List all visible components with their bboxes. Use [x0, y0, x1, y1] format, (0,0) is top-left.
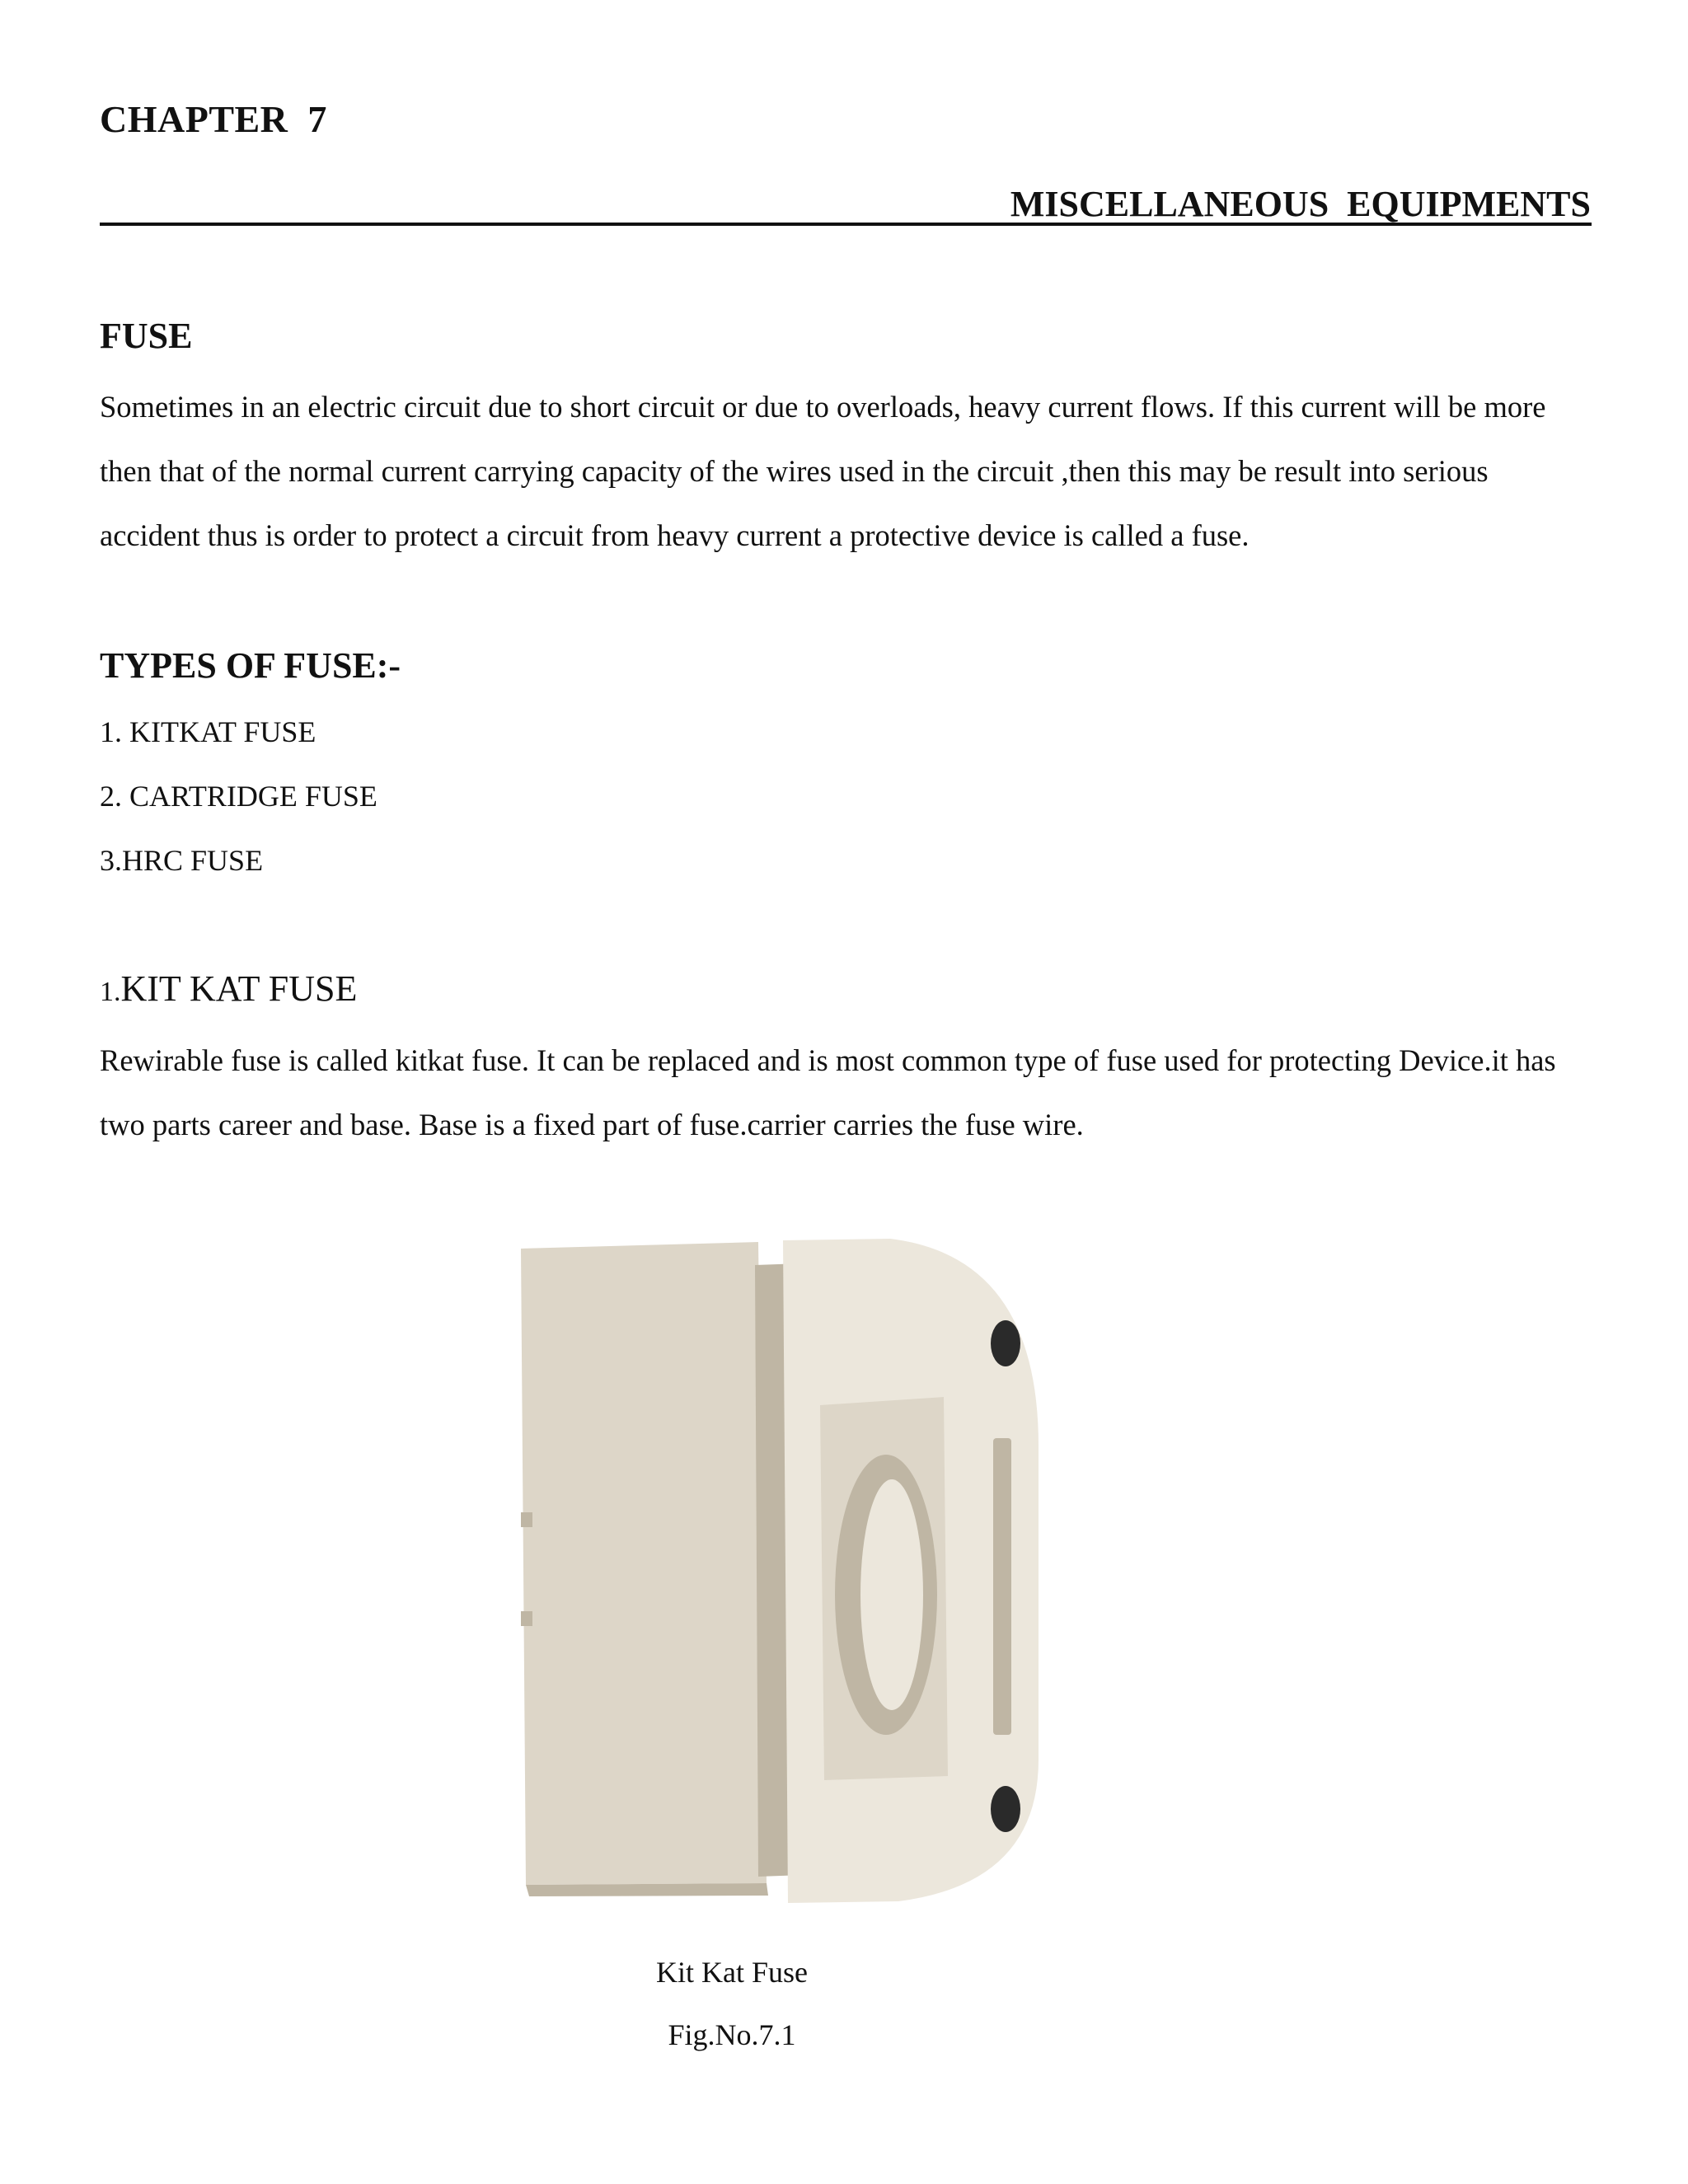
- kitkat-fuse-illustration: [511, 1232, 1039, 1941]
- types-item-2: 2. CARTRIDGE FUSE: [100, 780, 377, 813]
- types-item-3: 3.HRC FUSE: [100, 844, 264, 877]
- figure-caption: Kit Kat Fuse: [656, 1956, 808, 1989]
- kitkat-heading-text: KIT KAT FUSE: [120, 968, 358, 1009]
- kitkat-paragraph: Rewirable fuse is called kitkat fuse. It can be replaced and is most common type of fuse used for protecting Device.it has two parts career and base. Base is a fixed part of fuse.carrier carries the fuse wire.: [100, 1043, 1556, 1141]
- fuse-oval-slot-inner: [860, 1479, 923, 1710]
- chapter-label: CHAPTER 7: [100, 98, 327, 140]
- fuse-paragraph: Sometimes in an electric circuit due to short circuit or due to overloads, heavy current flows. If this current will be more then that of the normal current carrying capacity of the wires used in the circuit ,then this may be result into serious accident thus is order to protect a circuit from heavy current a protective device is called a fuse.: [100, 390, 1546, 552]
- fuse-screw-bottom: [991, 1786, 1020, 1832]
- fuse-base-shadow: [526, 1883, 768, 1896]
- kitkat-heading: [100, 968, 357, 1010]
- types-item-1: 1. KITKAT FUSE: [100, 715, 316, 748]
- kitkat-fuse-image: [511, 1232, 1039, 1941]
- fuse-screw-top: [991, 1320, 1020, 1366]
- fuse-base: [521, 1242, 767, 1885]
- title-rule: [100, 223, 1592, 226]
- fuse-notch-1: [521, 1512, 532, 1527]
- fuse-edge-slot: [993, 1438, 1011, 1735]
- kitkat-heading-number: 1.: [100, 977, 121, 1007]
- types-heading: TYPES OF FUSE:-: [100, 645, 401, 686]
- figure-number: Fig.No.7.1: [668, 2018, 796, 2051]
- fuse-heading: FUSE: [100, 316, 193, 356]
- section-title: MISCELLANEOUS EQUIPMENTS: [1010, 184, 1591, 224]
- fuse-notch-2: [521, 1611, 532, 1626]
